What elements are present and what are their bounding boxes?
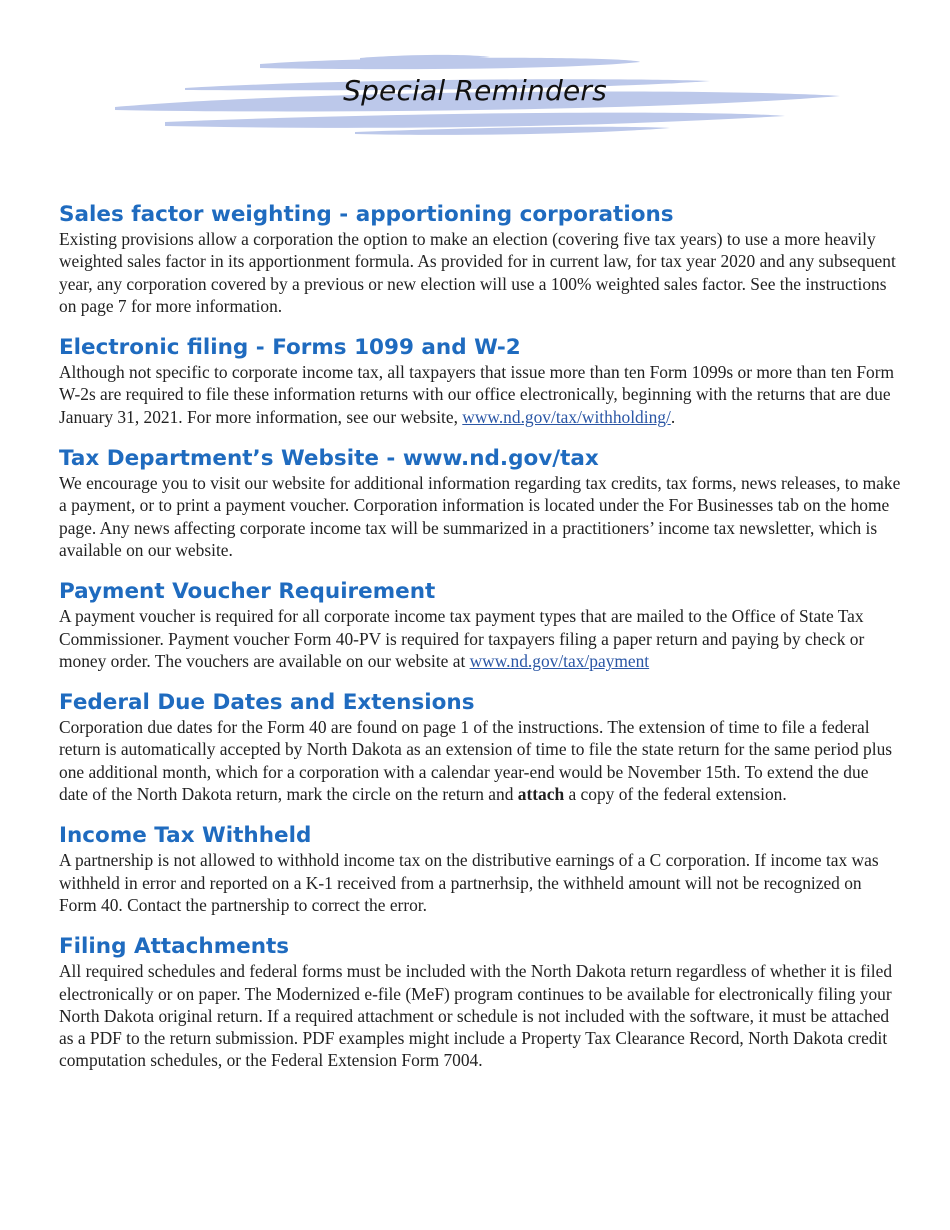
section-electronic-filing (59, 335, 901, 428)
section-body: Existing provisions allow a corporation the option to make an election (covering five tax years) to use a more heavily weighted sales factor in its apportionment formula. As provided for in current law, for tax year 2020 and any subsequent year, any corporation covered by a previous or new election will use a 100% weighted sales factor. See the instructions on page 7 for more information. (59, 229, 896, 316)
banner-title: Special Reminders (343, 74, 607, 107)
special-reminders-banner (110, 50, 840, 140)
withholding-link[interactable]: www.nd.gov/tax/withholding/ (462, 406, 671, 427)
section-heading: Income Tax Withheld (59, 823, 312, 849)
section-heading: Federal Due Dates and Extensions (59, 690, 475, 716)
section-body: A partnership is not allowed to withhold income tax on the distributive earnings of a C corporation. If income tax was withheld in error and reported on a K-1 received from a partnerhsip, the withheld amount will not be recognized on Form 40. Contact the partnership to correct the error. (59, 850, 879, 915)
attach-emphasis: attach (517, 784, 565, 805)
section-body: All required schedules and federal forms must be included with the North Dakota return regardless of whether it is filed electronically or on paper. The Modernized e-file (MeF) program continues to be available for electronically filing your North Dakota original return. If a required attachment or schedule is not included with the software, it must be attached as a PDF to the return submission. PDF examples might include a Property Tax Clearance Record, North Dakota credit computation schedules, or the Federal Extension Form 7004. (59, 961, 893, 1071)
section-heading: Payment Voucher Requirement (59, 579, 436, 605)
section-body: Corporation due dates for the Form 40 are found on page 1 of the instructions. The extension of time to file a federal return is automatically accepted by North Dakota as an extension of time to file the state return for the same period plus one additional month, which for a corporation with a calendar year-end would be November 15th. To extend the due date of the North Dakota return, mark the circle on the return and attach a copy of the federal extension. (59, 717, 893, 805)
section-website (59, 446, 901, 561)
reminders-content (59, 202, 901, 1090)
section-sales-factor (59, 202, 901, 317)
section-income-tax-withheld (59, 823, 901, 916)
section-heading: Electronic filing - Forms 1099 and W-2 (59, 335, 521, 361)
section-body: We encourage you to visit our website for additional information regarding tax credits, tax forms, news releases, to make a payment, or to print a payment voucher. Corporation information is located under the For Businesses tab on the home page. Any news affecting corporate income tax will be summarized in a practitioners’ income tax newsletter, which is available on our website. (59, 473, 901, 560)
section-due-dates (59, 690, 901, 805)
section-payment-voucher (59, 579, 901, 672)
section-heading: Sales factor weighting - apportioning corporations (59, 202, 674, 227)
section-filing-attachments (59, 934, 901, 1071)
section-heading: Tax Department’s Website - www.nd.gov/tax (59, 446, 599, 472)
section-heading: Filing Attachments (59, 934, 290, 960)
payment-link[interactable]: www.nd.gov/tax/payment (469, 650, 650, 671)
section-body: A payment voucher is required for all corporate income tax payment types that are mailed to the Office of State Tax Commissioner. Payment voucher Form 40-PV is required for taxpayers filing a paper return and paying by check or money order. The vouchers are available on our website at www.nd.gov/tax/payment (59, 606, 865, 671)
section-body: Although not specific to corporate income tax, all taxpayers that issue more than ten Form 1099s or more than ten Form W-2s are required to file these information returns with our office electronically, beginning with the returns that are due January 31, 2021. For more information, see our website, www.nd.gov/tax/withholding/. (59, 362, 895, 427)
